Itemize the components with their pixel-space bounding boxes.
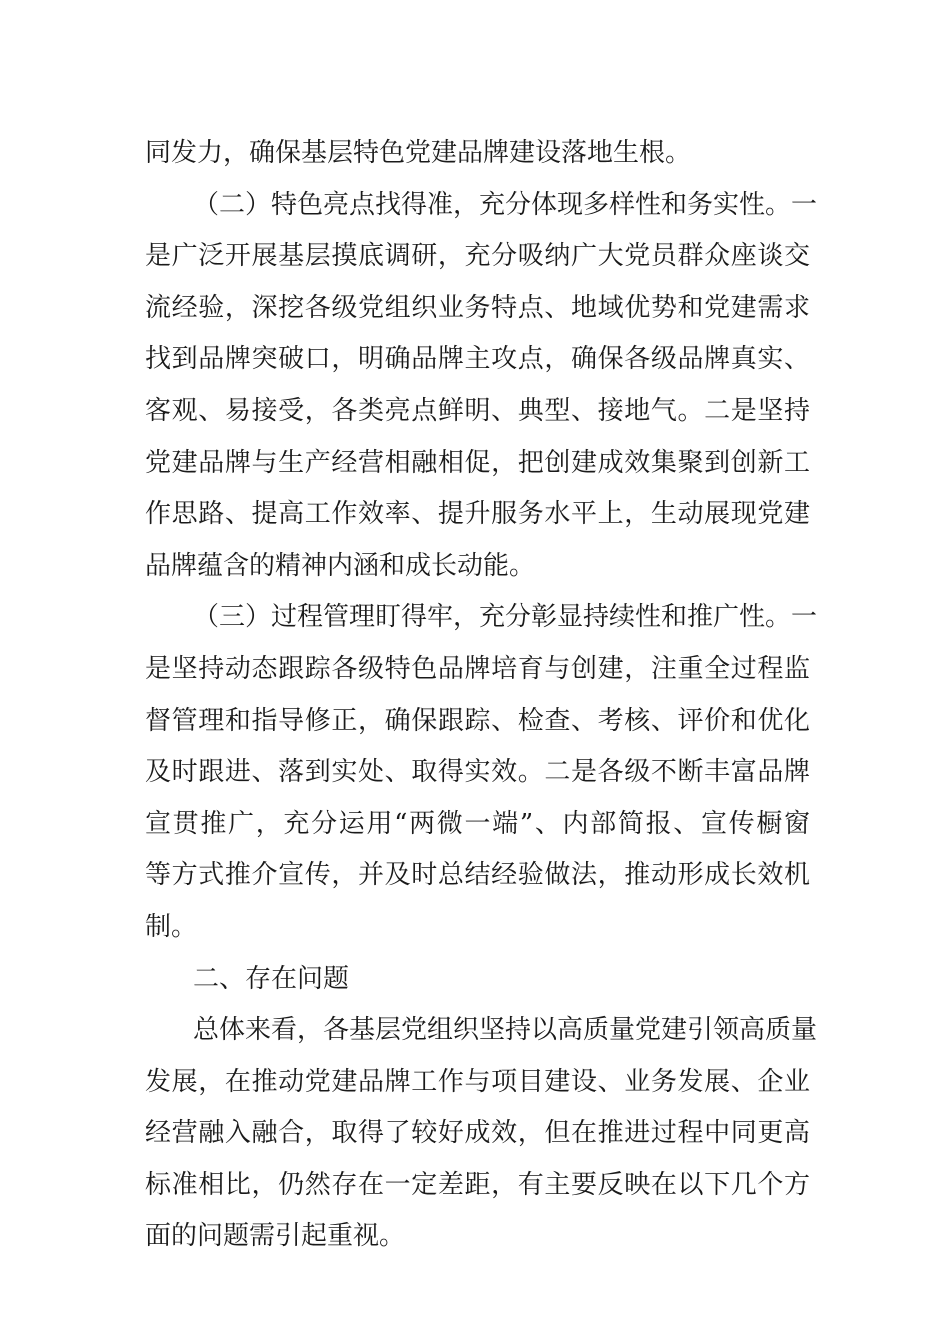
paragraph-line: 等方式推介宣传，并及时总结经验做法，推动形成长效机 [145,860,810,891]
paragraph-line: 面的问题需引起重视。 [145,1221,406,1252]
section-heading: 二、存在问题 [193,963,350,994]
paragraph-line: 客观、易接受，各类亮点鲜明、典型、接地气。二是坚持 [145,395,810,426]
paragraph-line: 党建品牌与生产经营相融相促，把创建成效集聚到创新工 [145,447,810,478]
paragraph-line: 作思路、提高工作效率、提升服务水平上，生动展现党建 [145,499,810,530]
document-body [145,128,818,1263]
paragraph-line: 是广泛开展基层摸底调研，充分吸纳广大党员群众座谈交 [145,241,810,272]
paragraph-line: 标准相比，仍然存在一定差距，有主要反映在以下几个方 [145,1169,810,1200]
paragraph-line: 是坚持动态跟踪各级特色品牌培育与创建，注重全过程监 [145,653,810,684]
paragraph-line: 总体来看，各基层党组织坚持以高质量党建引领高质量 [193,1015,818,1046]
paragraph-line: 及时跟进、落到实处、取得实效。二是各级不断丰富品牌 [145,757,810,788]
paragraph-line: 找到品牌突破口，明确品牌主攻点，确保各级品牌真实、 [145,344,810,375]
paragraph-line: 发展，在推动党建品牌工作与项目建设、业务发展、企业 [145,1066,810,1097]
paragraph-line: （三）过程管理盯得牢，充分彰显持续性和推广性。一 [193,602,818,633]
paragraph-line: 制。 [145,911,198,942]
paragraph-line: 同发力，确保基层特色党建品牌建设落地生根。 [145,138,692,168]
paragraph-line: 品牌蕴含的精神内涵和成长动能。 [145,550,536,581]
paragraph-line: 流经验，深挖各级党组织业务特点、地域优势和党建需求 [145,292,810,323]
paragraph-line: 经营融入融合，取得了较好成效，但在推进过程中同更高 [145,1118,810,1149]
paragraph-line: （二）特色亮点找得准，充分体现多样性和务实性。一 [193,189,818,220]
paragraph-line: 督管理和指导修正，确保跟踪、检查、考核、评价和优化 [145,705,810,736]
paragraph-line: 宣贯推广，充分运用“两微一端”、内部简报、宣传橱窗 [145,808,810,839]
